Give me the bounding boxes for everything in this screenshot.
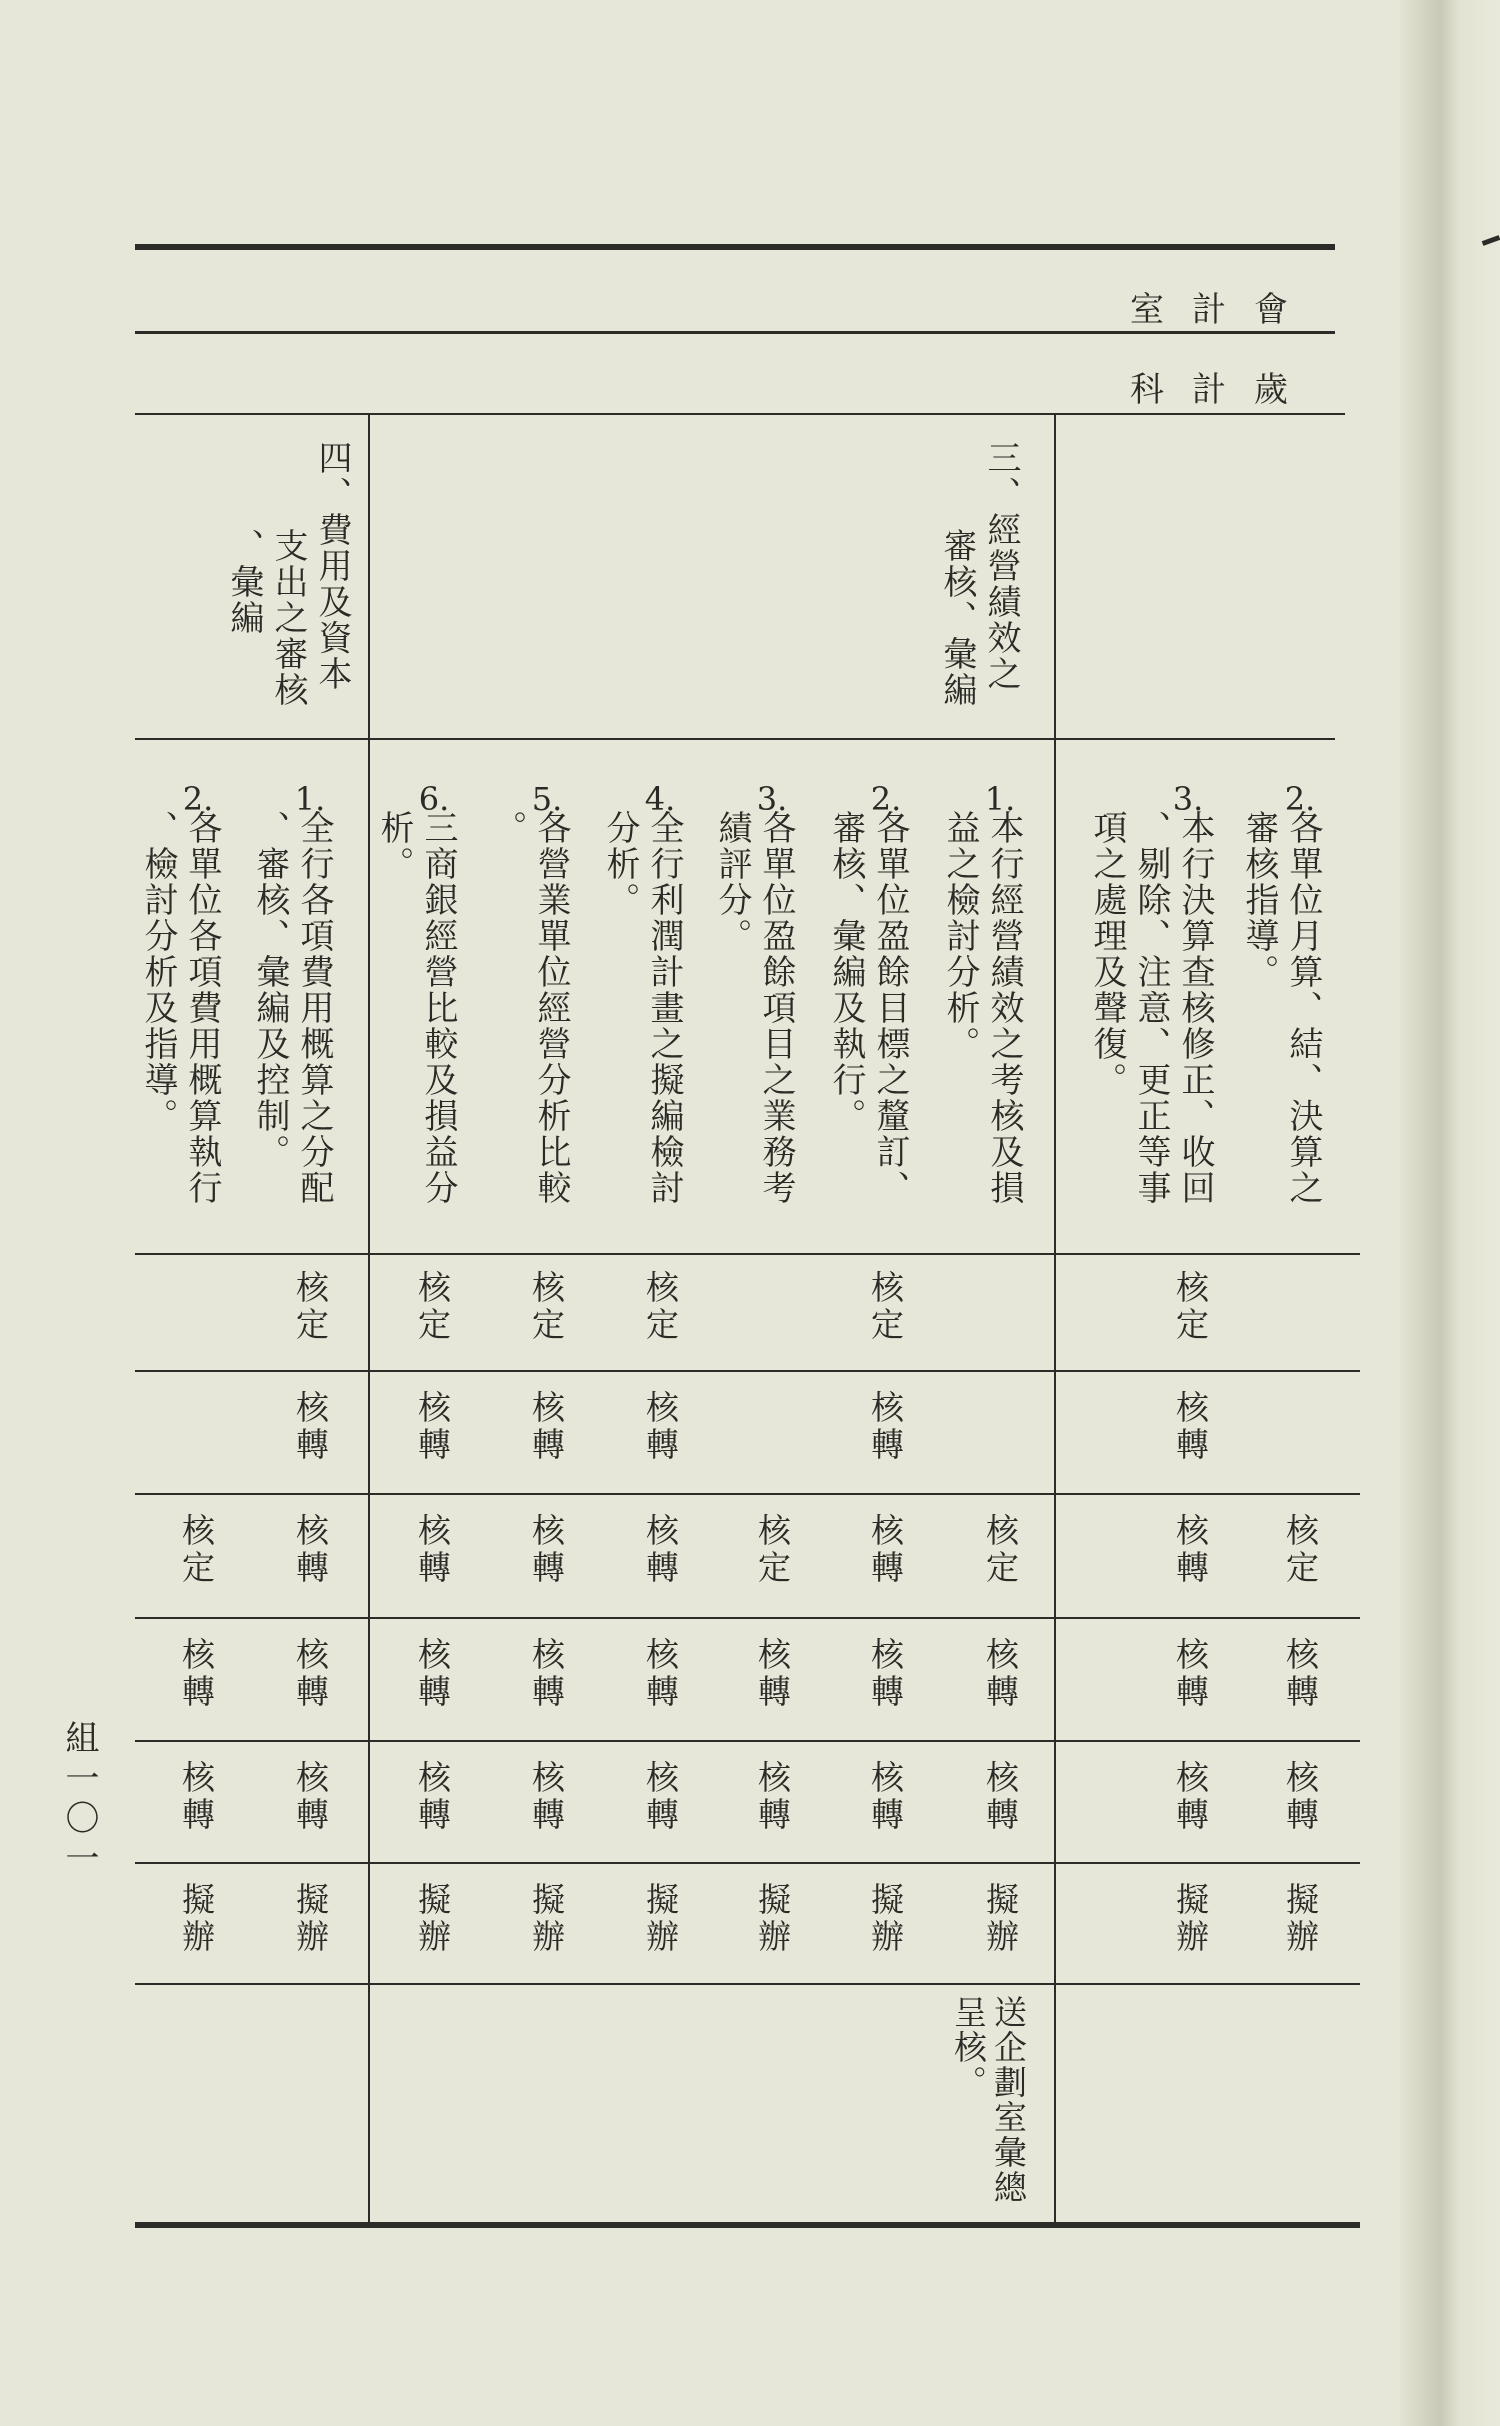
grid-cell-s3-2-row-1: 核定 — [866, 1270, 905, 1344]
grid-cell-s3-6-row-2: 核轉 — [413, 1390, 452, 1464]
s3-item-6-line-1: 三商銀經營比較及損益分 — [418, 810, 458, 1206]
grid-cell-s3-4-row-4: 核轉 — [641, 1637, 680, 1711]
s3-item-4-line-1: 全行利潤計畫之擬編檢討 — [644, 810, 684, 1206]
rule-row-1 — [135, 1370, 1360, 1372]
prev-item-3-text — [1085, 810, 1217, 1206]
s4-item-2-line-2: 、檢討分析及指導。 — [138, 810, 178, 1134]
prev-item-3-line-1: 本行決算查核修正、收回 — [1175, 810, 1215, 1206]
grid-cell-s3-6-row-5: 核轉 — [413, 1760, 452, 1834]
s3-remark — [948, 1995, 1028, 2205]
divider-s3-s4 — [368, 415, 370, 2227]
section-3-title-line-2: 審核、彙編 — [937, 528, 977, 708]
grid-cell-s3-5-row-4: 核轉 — [527, 1637, 566, 1711]
grid-cell-s3-3-row-4: 核轉 — [753, 1637, 792, 1711]
grid-cell-s3-6-row-1: 核定 — [413, 1270, 452, 1344]
s3-item-3-num: 3. — [756, 780, 788, 818]
grid-cell-s3-5-row-1: 核定 — [527, 1270, 566, 1344]
grid-cell-s4-2-row-3: 核定 — [177, 1513, 216, 1587]
grid-cell-s3-6-row-3: 核轉 — [413, 1513, 452, 1587]
s3-item-1-line-2: 益之檢討分析。 — [940, 810, 980, 1062]
grid-cell-s3-2-row-4: 核轉 — [866, 1637, 905, 1711]
s4-item-1-line-2: 、審核、彙編及控制。 — [250, 810, 290, 1170]
grid-cell-s3-1-row-4: 核轉 — [981, 1637, 1020, 1711]
grid-cell-s3-2-row-5: 核轉 — [866, 1760, 905, 1834]
prev-item-2-text — [1237, 810, 1325, 1206]
rule-row-4 — [135, 1740, 1360, 1742]
s3-item-6-line-2: 析。 — [374, 810, 414, 882]
s3-item-2-text — [824, 810, 912, 1206]
section-4-title-line-3: 、彙編 — [224, 528, 264, 636]
s3-item-5-line-1: 各營業單位經營分析比較 — [531, 810, 571, 1206]
grid-cell-s3-1-row-6: 擬辦 — [981, 1882, 1020, 1956]
grid-cell-s3-5-row-3: 核轉 — [527, 1513, 566, 1587]
s4-item-1-num: 1. — [294, 780, 326, 818]
s3-remark-line-2: 呈核。 — [949, 1995, 988, 2100]
grid-cell-s3-5-row-5: 核轉 — [527, 1760, 566, 1834]
grid-cell-s4-1-row-1: 核定 — [291, 1270, 330, 1344]
grid-cell-s3-4-row-6: 擬辦 — [641, 1882, 680, 1956]
grid-cell-s3-1-row-3: 核定 — [981, 1513, 1020, 1587]
grid-cell-s3-3-row-5: 核轉 — [753, 1760, 792, 1834]
rule-row-5 — [135, 1862, 1360, 1864]
section-4-title — [222, 440, 354, 708]
grid-cell-s4-1-row-3: 核轉 — [291, 1513, 330, 1587]
grid-cell-s4-1-row-5: 核轉 — [291, 1760, 330, 1834]
grid-cell-prev-3-row-4: 核轉 — [1171, 1637, 1210, 1711]
section-header — [1130, 362, 1316, 411]
book-gutter-shadow — [1400, 0, 1500, 2426]
rule-row-3 — [135, 1617, 1360, 1619]
bottom-thick-rule — [135, 2222, 1360, 2228]
grid-cell-s3-5-row-2: 核轉 — [527, 1390, 566, 1464]
s3-item-2-line-2: 審核、彙編及執行。 — [826, 810, 866, 1134]
s3-item-6-num: 6. — [418, 780, 450, 818]
s3-item-3-line-1: 各單位盈餘項目之業務考 — [756, 810, 796, 1206]
prev-item-2-num: 2. — [1284, 780, 1316, 818]
grid-cell-s4-1-row-4: 核轉 — [291, 1637, 330, 1711]
s4-item-2-num: 2. — [182, 780, 214, 818]
s3-item-5-text — [485, 810, 573, 1206]
grid-cell-s3-4-row-5: 核轉 — [641, 1760, 680, 1834]
s3-item-1-text — [938, 810, 1026, 1206]
s3-remark-line-1: 送企劃室彙總 — [989, 1995, 1028, 2205]
prev-item-2-line-2: 審核指導。 — [1239, 810, 1279, 990]
grid-cell-s3-6-row-4: 核轉 — [413, 1637, 452, 1711]
grid-cell-s4-2-row-4: 核轉 — [177, 1637, 216, 1711]
header-rule-1 — [135, 331, 1335, 334]
header-rule-2 — [135, 413, 1345, 415]
grid-cell-s4-2-row-6: 擬辦 — [177, 1882, 216, 1956]
s3-item-6-text — [372, 810, 460, 1206]
s3-item-5-line-2: 。 — [487, 810, 527, 846]
rule-items-row — [135, 1253, 1360, 1255]
s3-item-5-num: 5. — [531, 780, 563, 818]
s3-item-4-text — [598, 810, 686, 1206]
unit-header-text: 會計室 — [1130, 290, 1316, 330]
prev-item-3-line-3: 項之處理及聲復。 — [1087, 810, 1127, 1098]
grid-cell-prev-2-row-6: 擬辦 — [1281, 1882, 1320, 1956]
rule-title-row — [135, 738, 1335, 740]
s3-item-1-num: 1. — [984, 780, 1016, 818]
grid-cell-s3-2-row-2: 核轉 — [866, 1390, 905, 1464]
grid-cell-s3-2-row-3: 核轉 — [866, 1513, 905, 1587]
grid-cell-s3-4-row-3: 核轉 — [641, 1513, 680, 1587]
s3-item-3-text — [710, 810, 798, 1206]
s3-item-4-num: 4. — [644, 780, 676, 818]
s3-item-3-line-2: 績評分。 — [712, 810, 752, 954]
grid-cell-s3-1-row-5: 核轉 — [981, 1760, 1020, 1834]
grid-cell-prev-3-row-6: 擬辦 — [1171, 1882, 1210, 1956]
grid-cell-prev-3-row-2: 核轉 — [1171, 1390, 1210, 1464]
prev-item-3-line-2: 、剔除、注意、更正等事 — [1131, 810, 1171, 1206]
grid-cell-s4-1-row-6: 擬辦 — [291, 1882, 330, 1956]
s4-item-2-line-1: 各單位各項費用概算執行 — [182, 810, 222, 1206]
grid-cell-s3-3-row-3: 核定 — [753, 1513, 792, 1587]
section-3-title — [935, 440, 1023, 708]
grid-cell-s3-4-row-1: 核定 — [641, 1270, 680, 1344]
s4-item-2-text — [136, 810, 224, 1206]
s4-item-1-text — [248, 810, 336, 1206]
grid-cell-s4-2-row-5: 核轉 — [177, 1760, 216, 1834]
s3-item-1-line-1: 本行經營績效之考核及損 — [984, 810, 1024, 1206]
rule-row-2 — [135, 1493, 1360, 1495]
grid-cell-s3-4-row-2: 核轉 — [641, 1390, 680, 1464]
section-4-title-line-1: 四、費用及資本 — [312, 440, 352, 692]
s3-item-4-line-2: 分析。 — [600, 810, 640, 918]
grid-cell-s3-5-row-6: 擬辦 — [527, 1882, 566, 1956]
grid-cell-prev-3-row-1: 核定 — [1171, 1270, 1210, 1344]
divider-prev-s3 — [1054, 415, 1056, 2227]
grid-cell-prev-2-row-4: 核轉 — [1281, 1637, 1320, 1711]
page-number: 組一〇一 — [59, 1720, 99, 1880]
section-3-title-line-1: 三、經營績效之 — [981, 440, 1021, 692]
grid-cell-prev-2-row-5: 核轉 — [1281, 1760, 1320, 1834]
section-4-title-line-2: 支出之審核 — [268, 528, 308, 708]
s3-item-2-line-1: 各單位盈餘目標之釐訂、 — [870, 810, 910, 1206]
grid-cell-prev-3-row-3: 核轉 — [1171, 1513, 1210, 1587]
top-thick-rule — [135, 244, 1335, 250]
unit-header — [1130, 282, 1316, 331]
grid-cell-prev-3-row-5: 核轉 — [1171, 1760, 1210, 1834]
grid-cell-prev-2-row-3: 核定 — [1281, 1513, 1320, 1587]
grid-cell-s3-2-row-6: 擬辦 — [866, 1882, 905, 1956]
grid-cell-s3-3-row-6: 擬辦 — [753, 1882, 792, 1956]
grid-cell-s3-6-row-6: 擬辦 — [413, 1882, 452, 1956]
grid-cell-s4-1-row-2: 核轉 — [291, 1390, 330, 1464]
prev-item-3-num: 3. — [1172, 780, 1204, 818]
prev-item-2-line-1: 各單位月算、結、決算之 — [1283, 810, 1323, 1206]
s4-item-1-line-1: 全行各項費用概算之分配 — [294, 810, 334, 1206]
section-header-text: 歲計科 — [1130, 370, 1316, 410]
rule-row-6 — [135, 1983, 1360, 1985]
s3-item-2-num: 2. — [870, 780, 902, 818]
